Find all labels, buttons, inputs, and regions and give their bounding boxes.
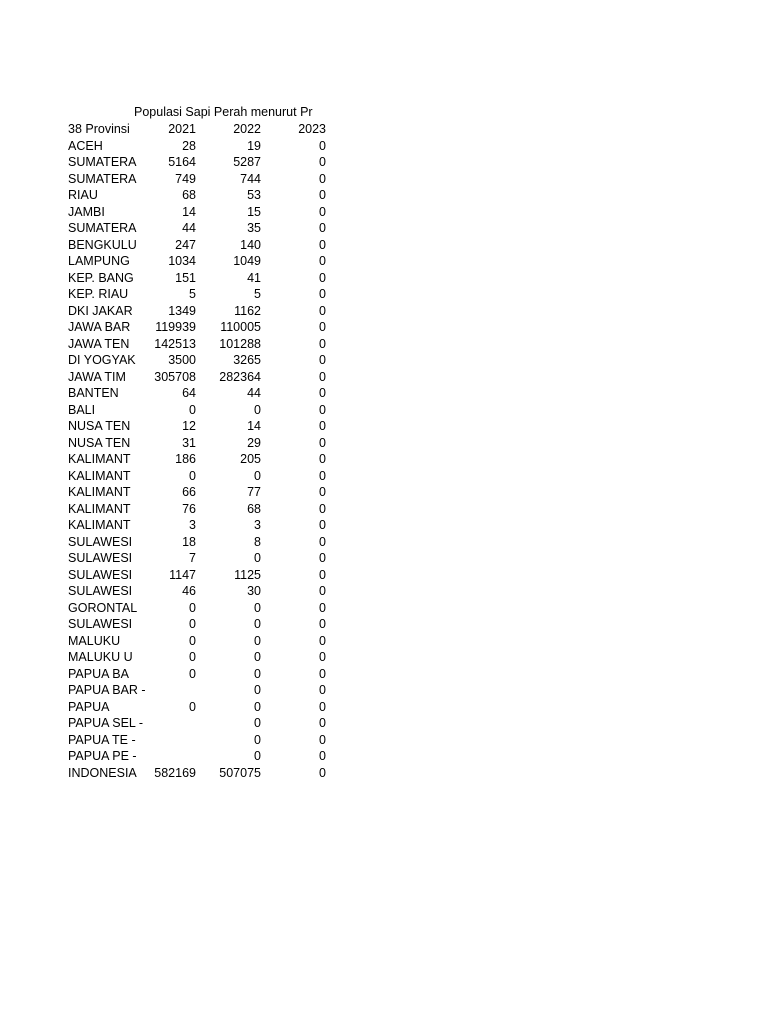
- cell-province[interactable]: SULAWESI: [68, 551, 133, 565]
- cell-2022[interactable]: 3: [254, 518, 261, 532]
- cell-2023[interactable]: 0: [319, 435, 326, 450]
- cell-2021[interactable]: [134, 748, 196, 765]
- cell-2022[interactable]: 5: [254, 287, 261, 301]
- cell-2022[interactable]: 0: [254, 699, 261, 714]
- cell-2022[interactable]: 30: [247, 584, 261, 598]
- cell-2021[interactable]: 1034: [168, 254, 196, 268]
- cell-province[interactable]: KALIMANT: [68, 452, 131, 466]
- sheet-title[interactable]: Populasi Sapi Perah menurut Pr: [134, 105, 313, 119]
- table-row: [68, 154, 330, 171]
- cell-province[interactable]: INDONESIA: [68, 765, 137, 780]
- table-row: [68, 600, 330, 617]
- cell-2022[interactable]: 14: [247, 419, 261, 433]
- cell-2023[interactable]: 0: [319, 369, 326, 384]
- cell-2023[interactable]: 0: [319, 221, 326, 235]
- table-row: [68, 765, 330, 782]
- cell-2022[interactable]: 101288: [219, 336, 261, 351]
- cell-2023[interactable]: 0: [319, 699, 326, 714]
- cell-2022[interactable]: 0: [254, 650, 261, 664]
- cell-2023[interactable]: 0: [319, 386, 326, 400]
- cell-2023[interactable]: 0: [319, 155, 326, 169]
- cell-2022[interactable]: 8: [254, 534, 261, 549]
- cell-2023[interactable]: 0: [319, 320, 326, 334]
- table-row: [68, 649, 330, 666]
- cell-2021[interactable]: 3500: [168, 353, 196, 367]
- cell-2022[interactable]: 1162: [234, 303, 261, 318]
- table-row: [68, 682, 330, 699]
- cell-2023[interactable]: 0: [319, 138, 326, 153]
- cell-province[interactable]: JAWA TEN: [68, 336, 130, 351]
- cell-province[interactable]: PAPUA BA: [68, 666, 129, 681]
- cell-2023[interactable]: 0: [319, 749, 326, 763]
- cell-province[interactable]: KALIMANT: [68, 501, 131, 516]
- cell-2022[interactable]: 0: [254, 633, 261, 648]
- cell-province[interactable]: PAPUA TE -: [68, 732, 136, 747]
- cell-province[interactable]: KALIMANT: [68, 468, 131, 483]
- cell-2022[interactable]: 53: [247, 188, 261, 202]
- cell-2022[interactable]: 0: [254, 551, 261, 565]
- cell-2021[interactable]: 1349: [168, 303, 196, 318]
- cell-2023[interactable]: 0: [319, 468, 326, 483]
- cell-2021[interactable]: 31: [182, 435, 196, 450]
- cell-2021[interactable]: 1147: [169, 567, 196, 582]
- cell-province[interactable]: SULAWESI: [68, 567, 133, 582]
- header-province[interactable]: 38 Provinsi: [68, 122, 130, 136]
- cell-2022[interactable]: 41: [247, 270, 261, 285]
- cell-2023[interactable]: 0: [319, 584, 326, 598]
- cell-2022[interactable]: 0: [254, 732, 261, 747]
- header-row: [68, 121, 330, 138]
- table-row: [68, 484, 330, 501]
- cell-2023[interactable]: 0: [319, 732, 326, 747]
- cell-2021[interactable]: 119939: [155, 320, 196, 334]
- cell-2023[interactable]: 0: [319, 485, 326, 499]
- cell-2021[interactable]: 14: [182, 204, 196, 219]
- cell-2023[interactable]: 0: [319, 254, 326, 268]
- cell-2023[interactable]: 0: [319, 419, 326, 433]
- table-row: [68, 501, 330, 518]
- table-row: [68, 220, 330, 237]
- cell-province[interactable]: SUMATERA: [68, 155, 137, 169]
- cell-province[interactable]: PAPUA: [68, 699, 110, 714]
- cell-2023[interactable]: 0: [319, 204, 326, 219]
- table-row: [68, 171, 330, 188]
- cell-2023[interactable]: 0: [319, 188, 326, 202]
- table-row: [68, 204, 330, 221]
- data-rows: [68, 138, 330, 782]
- cell-2022[interactable]: 5287: [233, 155, 261, 169]
- cell-2021[interactable]: 247: [175, 237, 196, 252]
- table-row: [68, 336, 330, 353]
- cell-province[interactable]: MALUKU: [68, 633, 121, 648]
- cell-province[interactable]: DI YOGYAK: [68, 353, 136, 367]
- cell-2022[interactable]: 0: [254, 716, 261, 730]
- header-2023[interactable]: 2023: [298, 122, 326, 136]
- cell-2021[interactable]: 66: [182, 485, 196, 499]
- cell-2021[interactable]: 3: [189, 518, 196, 532]
- cell-2021[interactable]: 0: [189, 617, 196, 631]
- cell-province[interactable]: JAWA TIM: [68, 369, 126, 384]
- cell-province[interactable]: SULAWESI: [68, 617, 133, 631]
- title-row: [68, 104, 330, 121]
- cell-2023[interactable]: 0: [319, 402, 326, 417]
- cell-2021[interactable]: [134, 682, 196, 699]
- cell-province[interactable]: GORONTAL: [68, 600, 138, 615]
- table-row: [68, 237, 330, 254]
- table-row: [68, 534, 330, 551]
- table-row: [68, 187, 330, 204]
- table-row: [68, 253, 330, 270]
- table-row: [68, 468, 330, 485]
- cell-province[interactable]: SUMATERA: [68, 171, 137, 186]
- cell-2021[interactable]: 0: [189, 633, 196, 648]
- table-row: [68, 451, 330, 468]
- cell-2021[interactable]: 12: [182, 419, 196, 433]
- cell-2022[interactable]: 1049: [233, 254, 261, 268]
- cell-2021[interactable]: 76: [182, 501, 196, 516]
- cell-2023[interactable]: 0: [319, 353, 326, 367]
- table-row: [68, 715, 330, 732]
- cell-2021[interactable]: 7: [189, 551, 196, 565]
- cell-2023[interactable]: 0: [319, 287, 326, 301]
- cell-2021[interactable]: 151: [175, 270, 196, 285]
- cell-2023[interactable]: 0: [319, 617, 326, 631]
- cell-2023[interactable]: 0: [319, 551, 326, 565]
- cell-2021[interactable]: 186: [175, 452, 196, 466]
- cell-2022[interactable]: 0: [254, 749, 261, 763]
- cell-2022[interactable]: 0: [254, 600, 261, 615]
- table-row: [68, 732, 330, 749]
- cell-2023[interactable]: 0: [319, 303, 326, 318]
- cell-2023[interactable]: 0: [319, 683, 326, 697]
- cell-2022[interactable]: 0: [254, 666, 261, 681]
- cell-2022[interactable]: 507075: [219, 765, 261, 780]
- cell-2022[interactable]: 68: [247, 501, 261, 516]
- cell-province[interactable]: DKI JAKAR: [68, 303, 133, 318]
- cell-2021[interactable]: 142513: [154, 336, 196, 351]
- cell-province[interactable]: KALIMANT: [68, 518, 131, 532]
- cell-2022[interactable]: 140: [240, 237, 261, 252]
- cell-2021[interactable]: 0: [189, 650, 196, 664]
- cell-2021[interactable]: 0: [189, 600, 196, 615]
- cell-2021[interactable]: [134, 715, 196, 732]
- cell-2022[interactable]: 35: [247, 221, 261, 235]
- cell-2022[interactable]: 0: [254, 683, 261, 697]
- table-row: [68, 286, 330, 303]
- table-row: [68, 319, 330, 336]
- cell-province[interactable]: MALUKU U: [68, 650, 133, 664]
- table-row: [68, 352, 330, 369]
- cell-province[interactable]: JAWA BAR: [68, 320, 131, 334]
- table-row: [68, 567, 330, 584]
- header-2022[interactable]: 2022: [233, 122, 261, 136]
- table-row: [68, 550, 330, 567]
- table-row: [68, 138, 330, 155]
- table-row: [68, 616, 330, 633]
- cell-2023[interactable]: 0: [319, 518, 326, 532]
- cell-2023[interactable]: 0: [319, 765, 326, 780]
- cell-2023[interactable]: 0: [319, 567, 326, 582]
- cell-province[interactable]: BENGKULU: [68, 237, 137, 252]
- cell-province[interactable]: PAPUA PE -: [68, 749, 137, 763]
- cell-province[interactable]: RIAU: [68, 188, 98, 202]
- cell-province[interactable]: SULAWESI: [68, 584, 133, 598]
- cell-2021[interactable]: 0: [189, 468, 196, 483]
- table-row: [68, 418, 330, 435]
- cell-2022[interactable]: 205: [240, 452, 261, 466]
- table-row: [68, 633, 330, 650]
- header-2021[interactable]: 2021: [168, 122, 196, 136]
- cell-2021[interactable]: 18: [182, 534, 196, 549]
- cell-2023[interactable]: 0: [319, 452, 326, 466]
- cell-province[interactable]: JAMBI: [68, 204, 105, 219]
- cell-2023[interactable]: 0: [319, 171, 326, 186]
- cell-2023[interactable]: 0: [319, 666, 326, 681]
- cell-province[interactable]: KEP. RIAU: [68, 287, 129, 301]
- cell-province[interactable]: ACEH: [68, 138, 103, 153]
- cell-2022[interactable]: 29: [247, 435, 261, 450]
- table-row: [68, 583, 330, 600]
- table-row: [68, 517, 330, 534]
- cell-2022[interactable]: 1125: [234, 567, 261, 582]
- cell-2021[interactable]: 0: [189, 402, 196, 417]
- cell-province[interactable]: SUMATERA: [68, 221, 137, 235]
- table-row: [68, 303, 330, 320]
- cell-2022[interactable]: 0: [254, 402, 261, 417]
- cell-province[interactable]: KEP. BANG: [68, 270, 134, 285]
- cell-2023[interactable]: 0: [319, 633, 326, 648]
- cell-province[interactable]: SULAWESI: [68, 534, 133, 549]
- cell-2022[interactable]: 3265: [233, 353, 261, 367]
- cell-2022[interactable]: 744: [240, 171, 261, 186]
- cell-province[interactable]: KALIMANT: [68, 485, 131, 499]
- table-row: [68, 699, 330, 716]
- cell-2023[interactable]: 0: [319, 237, 326, 252]
- spreadsheet-table: [68, 104, 330, 781]
- cell-2021[interactable]: 0: [189, 666, 196, 681]
- cell-2022[interactable]: 0: [254, 468, 261, 483]
- cell-2021[interactable]: 5: [189, 287, 196, 301]
- cell-province[interactable]: LAMPUNG: [68, 254, 130, 268]
- table-row: [68, 369, 330, 386]
- table-row: [68, 748, 330, 765]
- cell-province[interactable]: PAPUA SEL -: [68, 716, 144, 730]
- cell-2021[interactable]: 46: [182, 584, 196, 598]
- cell-2023[interactable]: 0: [319, 716, 326, 730]
- cell-2021[interactable]: 0: [189, 699, 196, 714]
- cell-2021[interactable]: 68: [182, 188, 196, 202]
- table-row: [68, 666, 330, 683]
- cell-2022[interactable]: 77: [247, 485, 261, 499]
- cell-2022[interactable]: 44: [247, 386, 261, 400]
- cell-2021[interactable]: 64: [182, 386, 196, 400]
- cell-province[interactable]: BANTEN: [68, 386, 119, 400]
- cell-2022[interactable]: 19: [247, 138, 261, 153]
- cell-2023[interactable]: 0: [319, 650, 326, 664]
- table-row: [68, 270, 330, 287]
- cell-2021[interactable]: 5164: [168, 155, 196, 169]
- table-row: [68, 385, 330, 402]
- cell-2022[interactable]: 0: [254, 617, 261, 631]
- cell-2022[interactable]: 15: [247, 204, 261, 219]
- cell-2023[interactable]: 0: [319, 534, 326, 549]
- cell-2021[interactable]: 28: [182, 138, 196, 153]
- cell-2023[interactable]: 0: [319, 336, 326, 351]
- cell-2023[interactable]: 0: [319, 501, 326, 516]
- cell-province[interactable]: NUSA TEN: [68, 435, 131, 450]
- cell-2021[interactable]: [134, 732, 196, 749]
- cell-2023[interactable]: 0: [319, 600, 326, 615]
- cell-province[interactable]: BALI: [68, 402, 96, 417]
- cell-2021[interactable]: 582169: [154, 765, 196, 780]
- cell-2023[interactable]: 0: [319, 270, 326, 285]
- cell-2021[interactable]: 305708: [154, 369, 196, 384]
- cell-2021[interactable]: 749: [175, 171, 196, 186]
- cell-2022[interactable]: 282364: [219, 369, 261, 384]
- cell-province[interactable]: PAPUA BAR -: [68, 683, 146, 697]
- cell-2021[interactable]: 44: [182, 221, 196, 235]
- table-row: [68, 435, 330, 452]
- cell-2022[interactable]: 110005: [220, 320, 261, 334]
- table-row: [68, 402, 330, 419]
- cell-province[interactable]: NUSA TEN: [68, 419, 131, 433]
